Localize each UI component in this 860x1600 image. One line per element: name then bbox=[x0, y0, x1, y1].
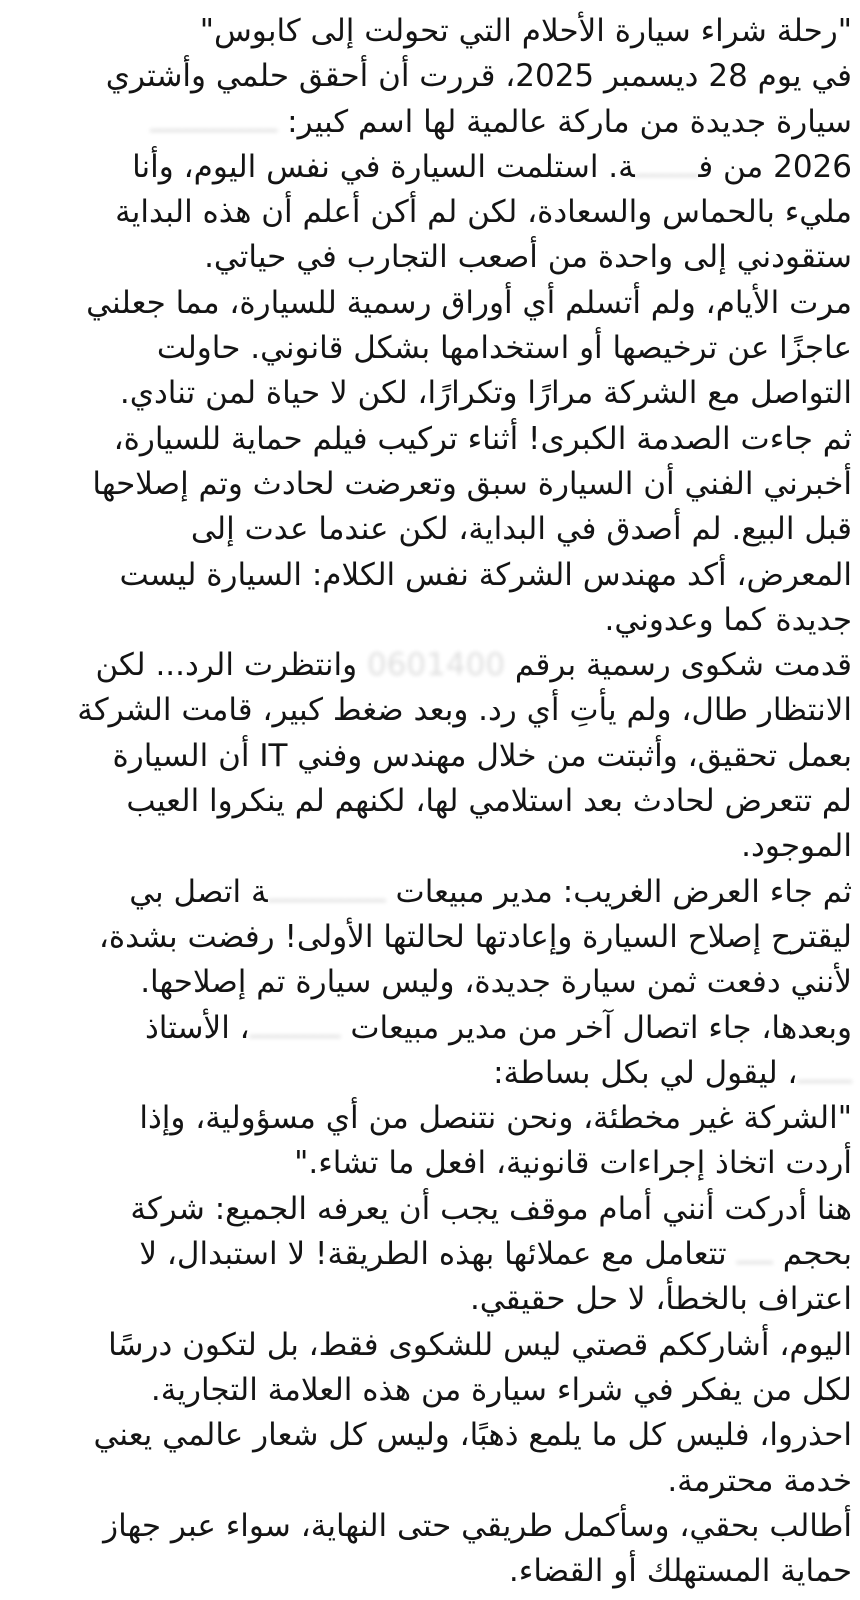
text-segment: أردت اتخاذ إجراءات قانونية، افعل ما تشاء." bbox=[294, 1145, 852, 1182]
text-segment: جديدة كما وعدوني. bbox=[604, 601, 852, 638]
redacted-text: 0601400 bbox=[366, 647, 506, 684]
text-line-23 bbox=[4, 1006, 852, 1051]
text-line-17 bbox=[4, 734, 852, 779]
text-segment: ، الأستاذ bbox=[144, 1009, 250, 1046]
text-segment: المعرض، أكد مهندس الشركة نفس الكلام: السيارة ليست bbox=[119, 556, 852, 593]
text-line-25 bbox=[4, 1096, 852, 1141]
text-line-9 bbox=[4, 371, 852, 416]
redacted-text: ـــــــــــــ bbox=[267, 873, 386, 910]
text-segment: بعمل تحقيق، وأثبتت من خلال مهندس وفني IT أن السيارة bbox=[112, 737, 852, 774]
text-segment: لم تتعرض لحادث بعد استلامي لها، لكنهم لم ينكروا العيب bbox=[126, 783, 852, 820]
text-line-14 bbox=[4, 598, 852, 643]
text-segment: وانتظرت الرد... لكن bbox=[95, 647, 367, 684]
redacted-text: ــــــــــ bbox=[249, 1009, 341, 1046]
text-line-29 bbox=[4, 1277, 852, 1322]
text-line-6 bbox=[4, 235, 852, 280]
text-line-24 bbox=[4, 1051, 852, 1096]
text-segment: عاجزًا عن ترخيصها أو استخدامها بشكل قانوني. حاولت bbox=[156, 330, 852, 367]
text-segment: الانتظار طال، ولم يأتِ أي رد. وبعد ضغط كبير، قامت الشركة bbox=[77, 692, 852, 729]
text-segment: قبل البيع. لم أصدق في البداية، لكن عندما عدت إلى bbox=[190, 511, 852, 548]
text-segment: ة اتصل بي bbox=[129, 873, 268, 910]
text-line-2 bbox=[4, 54, 852, 99]
text-segment: بحجم bbox=[772, 1236, 852, 1273]
text-segment: اعتراف بالخطأ، لا حل حقيقي. bbox=[469, 1281, 852, 1318]
text-segment: وبعدها، جاء اتصال آخر من مدير مبيعات bbox=[340, 1009, 852, 1046]
text-segment: ثم جاء العرض الغريب: مدير مبيعات bbox=[385, 873, 852, 910]
text-line-27 bbox=[4, 1187, 852, 1232]
text-segment: قدمت شكوى رسمية برقم bbox=[505, 647, 852, 684]
text-line-21 bbox=[4, 915, 852, 960]
text-segment: ، ليقول لي بكل بساطة: bbox=[493, 1054, 798, 1091]
text-segment: ستقودني إلى واحدة من أصعب التجارب في حياتي. bbox=[204, 239, 852, 276]
text-line-20 bbox=[4, 870, 852, 915]
text-line-33 bbox=[4, 1459, 852, 1504]
text-line-5 bbox=[4, 190, 852, 235]
text-segment: ليقترح إصلاح السيارة وإعادتها لحالتها الأولى! رفضت بشدة، bbox=[98, 918, 852, 955]
text-line-31 bbox=[4, 1368, 852, 1413]
text-segment: "رحلة شراء سيارة الأحلام التي تحولت إلى كابوس" bbox=[199, 13, 852, 49]
text-line-32 bbox=[4, 1413, 852, 1458]
text-line-13 bbox=[4, 553, 852, 598]
text-segment: لأنني دفعت ثمن سيارة جديدة، وليس سيارة تم إصلاحها. bbox=[140, 964, 852, 1001]
redacted-text: ــــــ bbox=[797, 1054, 852, 1091]
redacted-text: ــــــــــــــ bbox=[150, 103, 278, 140]
text-line-7 bbox=[4, 281, 852, 326]
text-segment: في يوم 28 ديسمبر 2025، قررت أن أحقق حلمي وأشتري bbox=[105, 58, 852, 95]
text-segment: الموجود. bbox=[741, 828, 852, 865]
text-segment: خدمة محترمة. bbox=[667, 1462, 852, 1499]
text-line-26 bbox=[4, 1141, 852, 1186]
text-line-22 bbox=[4, 960, 852, 1005]
text-line-35 bbox=[4, 1549, 852, 1594]
text-line-30 bbox=[4, 1323, 852, 1368]
text-segment: اليوم، أشارككم قصتي ليس للشكوى فقط، بل لتكون درسًا bbox=[108, 1326, 852, 1363]
text-line-8 bbox=[4, 326, 852, 371]
text-line-3 bbox=[4, 100, 852, 145]
text-line-16 bbox=[4, 688, 852, 733]
text-segment: مرت الأيام، ولم أتسلم أي أوراق رسمية للسيارة، مما جعلني bbox=[86, 284, 852, 321]
text-segment: مليء بالحماس والسعادة، لكن لم أكن أعلم أن هذه البداية bbox=[115, 194, 852, 231]
text-line-11 bbox=[4, 462, 852, 507]
text-line-19 bbox=[4, 824, 852, 869]
text-segment: أخبرني الفني أن السيارة سبق وتعرضت لحادث وتم إصلاحها bbox=[92, 465, 852, 502]
text-line-15 bbox=[4, 643, 852, 688]
text-line-34 bbox=[4, 1504, 852, 1549]
text-segment: لكل من يفكر في شراء سيارة من هذه العلامة التجارية. bbox=[150, 1371, 852, 1408]
text-line-18 bbox=[4, 779, 852, 824]
text-segment: تتعامل مع عملائها بهذه الطريقة! لا استبدال، لا bbox=[139, 1236, 737, 1273]
text-segment: "الشركة غير مخطئة، ونحن نتنصل من أي مسؤولية، وإذا bbox=[139, 1100, 852, 1137]
text-line-12 bbox=[4, 507, 852, 552]
redacted-text: ــــ bbox=[736, 1236, 773, 1273]
text-segment: هنا أدركت أنني أمام موقف يجب أن يعرفه الجميع: شركة bbox=[130, 1190, 852, 1227]
text-segment: ة. استلمت السيارة في نفس اليوم، وأنا bbox=[132, 148, 635, 185]
text-line-1 bbox=[4, 9, 852, 54]
redacted-text: ـــــــ bbox=[634, 148, 699, 185]
text-segment: 2026 من ف bbox=[698, 148, 852, 185]
text-line-10 bbox=[4, 417, 852, 462]
text-segment: حماية المستهلك أو القضاء. bbox=[508, 1553, 852, 1590]
text-segment: ثم جاءت الصدمة الكبرى! أثناء تركيب فيلم حماية للسيارة، bbox=[113, 420, 852, 457]
text-line-28 bbox=[4, 1232, 852, 1277]
text-line-4 bbox=[4, 145, 852, 190]
text-segment: احذروا، فليس كل ما يلمع ذهبًا، وليس كل شعار عالمي يعني bbox=[93, 1417, 852, 1454]
text-segment: أطالب بحقي، وسأكمل طريقي حتى النهاية، سواء عبر جهاز bbox=[103, 1507, 852, 1544]
text-segment: سيارة جديدة من ماركة عالمية لها اسم كبير: bbox=[277, 103, 852, 140]
text-segment: التواصل مع الشركة مرارًا وتكرارًا، لكن لا حياة لمن تنادي. bbox=[119, 375, 852, 412]
